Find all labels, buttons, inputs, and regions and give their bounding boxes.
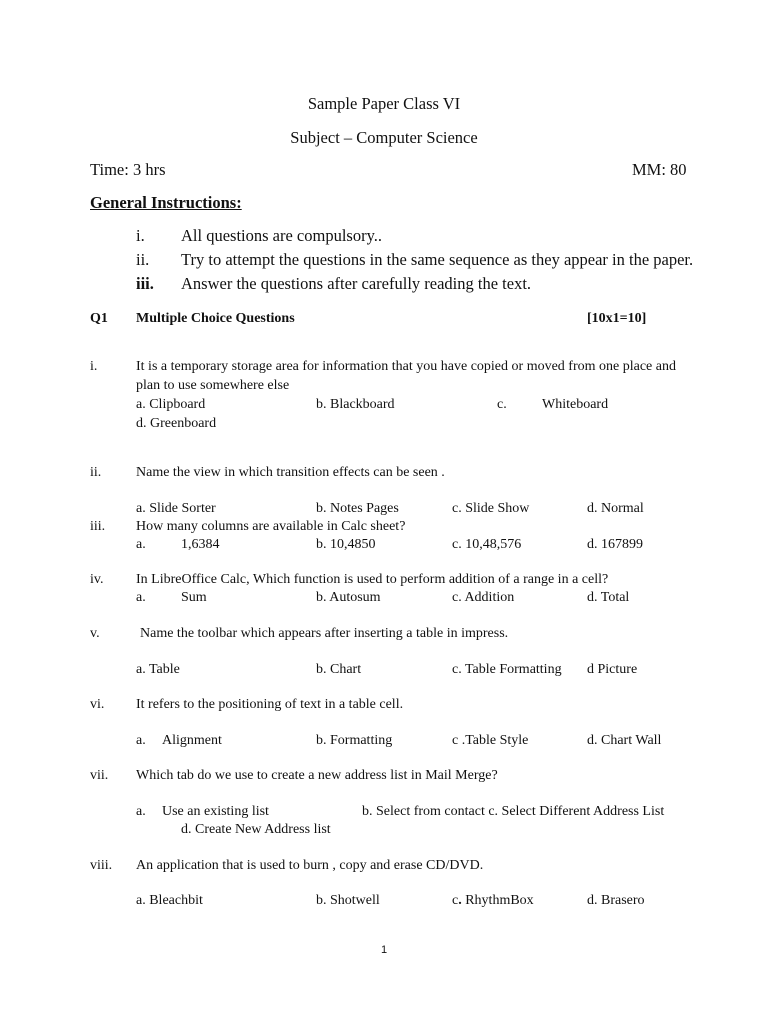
option: a. <box>136 590 146 605</box>
option: c. Addition <box>452 590 515 605</box>
option: b. Notes Pages <box>316 501 399 516</box>
option: b. Autosum <box>316 590 381 605</box>
instruction-text: Answer the questions after carefully reading the text. <box>181 274 532 293</box>
option: d. Create New Address list <box>181 822 331 837</box>
question-number: vii. <box>90 768 109 783</box>
question-text: It refers to the positioning of text in a table cell. <box>136 697 404 712</box>
option: c. 10,48,576 <box>452 537 522 552</box>
option: Use an existing list <box>162 804 269 819</box>
question-text: Name the view in which transition effects can be seen . <box>136 465 445 480</box>
option: c. <box>497 397 507 412</box>
option-letter: c <box>452 893 459 908</box>
question-text: Which tab do we use to create a new address list in Mail Merge? <box>136 768 498 783</box>
option: 1,6384 <box>181 537 220 552</box>
option: d Picture <box>587 662 638 677</box>
option: a. <box>136 537 146 552</box>
option: d. 167899 <box>587 537 643 552</box>
paper-title: Sample Paper Class VI <box>307 94 461 113</box>
option: b. Blackboard <box>316 397 395 412</box>
instruction-text: Try to attempt the questions in the same sequence as they appear in the paper. <box>181 250 694 269</box>
question-number: viii. <box>90 858 113 873</box>
question-text: An application that is used to burn , copy and erase CD/DVD. <box>136 858 484 873</box>
option: a. <box>136 804 146 819</box>
option-text: RhythmBox <box>461 893 534 908</box>
section-marks: [10x1=10] <box>587 311 647 326</box>
instruction-number: i. <box>136 226 145 245</box>
paper-subject: Subject – Computer Science <box>290 128 478 147</box>
section-number: Q1 <box>90 311 108 326</box>
instruction-text: All questions are compulsory.. <box>181 226 383 245</box>
option: d. Chart Wall <box>587 733 662 748</box>
option: b. Chart <box>316 662 362 677</box>
option-dot: . <box>458 893 462 908</box>
option: a. <box>136 733 146 748</box>
question-text: Name the toolbar which appears after inserting a table in impress. <box>140 626 509 641</box>
question-number: vi. <box>90 697 105 712</box>
time-allowed: Time: 3 hrs <box>90 160 166 179</box>
page-number: 1 <box>380 944 388 956</box>
option: Whiteboard <box>542 397 609 412</box>
option: c .Table Style <box>452 733 529 748</box>
option: c. Slide Show <box>452 501 530 516</box>
question-number: iv. <box>90 572 104 587</box>
option: d. Brasero <box>587 893 645 908</box>
option: d. Greenboard <box>136 416 217 431</box>
option: Alignment <box>162 733 222 748</box>
option: a. Bleachbit <box>136 893 203 908</box>
instruction-number: iii. <box>136 274 154 293</box>
question-number: ii. <box>90 465 102 480</box>
instructions-heading: General Instructions: <box>90 193 242 212</box>
option: c. Table Formatting <box>452 662 562 677</box>
option: d. Total <box>587 590 630 605</box>
question-number: v. <box>90 626 100 641</box>
question-text: It is a temporary storage area for information that you have copied or moved from one place and <box>136 359 676 374</box>
option: Sum <box>181 590 207 605</box>
option: b. Formatting <box>316 733 393 748</box>
question-text: In LibreOffice Calc, Which function is used to perform addition of a range in a cell? <box>136 572 609 587</box>
option: b. Shotwell <box>316 893 380 908</box>
option: b. Select from contact c. Select Different Address List <box>362 804 665 819</box>
option: b. 10,4850 <box>316 537 376 552</box>
option <box>452 893 534 909</box>
question-number: iii. <box>90 519 106 534</box>
option: a. Table <box>136 662 180 677</box>
instruction-number: ii. <box>136 250 150 269</box>
question-text: plan to use somewhere else <box>136 378 290 393</box>
option: a. Slide Sorter <box>136 501 216 516</box>
option: a. Clipboard <box>136 397 206 412</box>
question-number: i. <box>90 359 98 374</box>
option: d. Normal <box>587 501 644 516</box>
max-marks: MM: 80 <box>632 160 687 179</box>
section-title: Multiple Choice Questions <box>136 311 295 326</box>
question-text: How many columns are available in Calc sheet? <box>136 519 406 534</box>
